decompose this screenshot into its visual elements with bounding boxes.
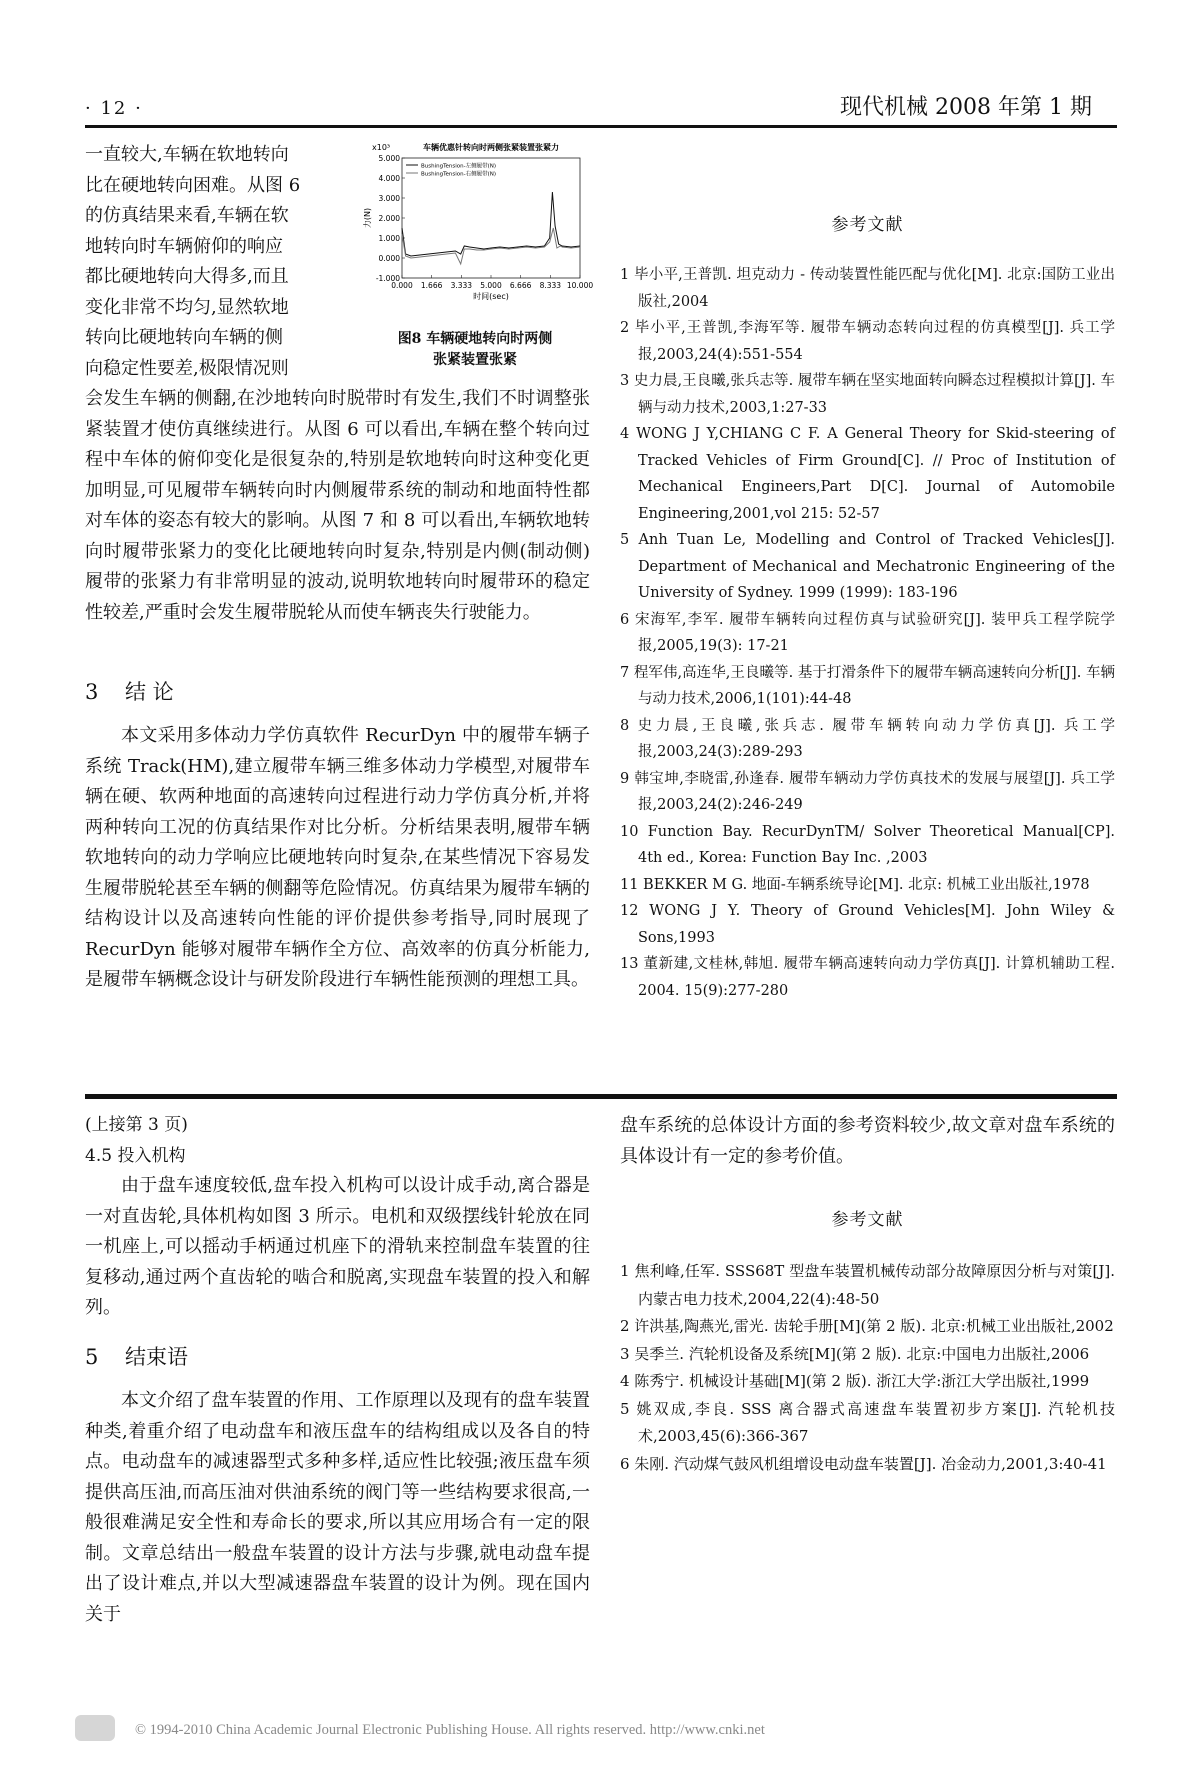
figure-caption-line: 张紧装置张紧	[433, 352, 517, 368]
header-rule	[85, 125, 1117, 128]
reference-item: 13 董新建,文桂林,韩旭. 履带车辆高速转向动力学仿真[J]. 计算机辅助工程. 2004. 15(9):277-280	[620, 956, 1115, 999]
x-tick-label: 5.000	[480, 281, 502, 290]
reference-item: 5 姚双成,李良. SSS 离合器式高速盘车装置初步方案[J]. 汽轮机技术,2003,45(6):366-367	[620, 1399, 1115, 1445]
x-tick-label: 10.000	[566, 281, 594, 290]
page-number: · 12 ·	[85, 98, 143, 119]
section-5-paragraph	[85, 1386, 590, 1630]
x-tick-label: 6.666	[509, 281, 532, 290]
reference-item: 9 韩宝坤,李晓雷,孙逢春. 履带车辆动力学仿真技术的发展与展望[J]. 兵工学报,2003,24(2):246-249	[620, 770, 1115, 813]
section-title: 结 论	[125, 680, 174, 704]
reference-item: 5 Anh Tuan Le, Modelling and Control of Tracked Vehicles[J]. Department of Mechanical and Mechatronic Engineering of the University of Sydney. 1999 (1999): 183-196	[620, 532, 1115, 601]
figure-caption	[360, 329, 590, 371]
chart-title: 车辆优惠针转向时两侧张紧装置张紧力	[423, 143, 559, 152]
legend-entry: BushingTension-右侧履带(N)	[421, 171, 497, 178]
legend-entry: BushingTension-左侧履带(N)	[421, 163, 497, 170]
x-tick-label: 1.666	[420, 281, 443, 290]
section-title: 结束语	[125, 1345, 188, 1369]
continued-note: (上接第 3 页)	[85, 1115, 188, 1135]
x-axis-label: 时间(sec)	[473, 292, 509, 301]
figure-8	[360, 140, 594, 370]
x-tick-label: 0.000	[391, 281, 413, 290]
references-list	[620, 262, 1115, 1004]
reference-item: 4 WONG J Y,CHIANG C F. A General Theory for Skid-steering of Tracked Vehicles of Firm Ground[C]. // Proc of Institution of Mechanical Engineers,Part D[C]. Journal of Automobile Engineering,2001,vol 215: 52-57	[620, 426, 1115, 522]
subsection-heading: 4.5 投入机构	[85, 1145, 186, 1166]
references-list	[620, 1258, 1115, 1478]
reference-item: 6 朱刚. 汽动煤气鼓风机组增设电动盘车装置[J]. 冶金动力,2001,3:40-41	[620, 1454, 1107, 1473]
y-tick-label: 2.000	[378, 214, 400, 223]
section-number: 3	[85, 680, 99, 704]
wrap-line: 变化非常不均匀,显然软地	[85, 296, 289, 318]
reference-item: 1 毕小平,王普凯. 坦克动力 - 传动装置性能匹配与优化[M]. 北京:国防工业出版社,2004	[620, 267, 1115, 310]
article-separator	[85, 1094, 1117, 1099]
reference-item: 4 陈秀宁. 机械设计基础[M](第 2 版). 浙江大学:浙江大学出版社,1999	[620, 1372, 1090, 1390]
wrap-line: 地转向时车辆俯仰的响应	[85, 235, 283, 257]
chart-scale-label: x10³	[372, 143, 391, 152]
body-text: 会发生车辆的侧翻,在沙地转向时脱带时有发生,我们不时调整张紧装置才使仿真继续进行。从图 6 可以看出,车辆在整个转向过程中车体的俯仰变化是很复杂的,特别是软地转向时这种变化更加明显,可见履带车辆转向时内侧履带系统的制动和地面特性都对车体的姿态有较大的影响。从图 7 和 8 可以看出,车辆软地转向时履带张紧力的变化比硬地转向时复杂,特别是内侧(制动侧)履带的张紧力有非常明显的波动,说明软地转向时履带环的稳定性较差,严重时会发生履带脱轮从而使车辆丧失行驶能力。	[85, 388, 590, 623]
figure-caption-line: 图8 车辆硬地转向时两侧	[397, 331, 553, 347]
x-tick-label: 3.333	[450, 281, 473, 290]
y-tick-label: 1.000	[378, 234, 400, 243]
section-3-paragraph	[85, 721, 590, 996]
references-title: 参考文献	[831, 1210, 904, 1230]
wrap-line: 都比硬地转向大得多,而且	[85, 266, 289, 287]
body-text: 盘车系统的总体设计方面的参考资料较少,故文章对盘车系统的具体设计有一定的参考价值。	[620, 1115, 1115, 1167]
y-tick-label: 0.000	[378, 254, 400, 263]
body-text: 本文采用多体动力学仿真软件 RecurDyn 中的履带车辆子系统 Track(HM),建立履带车辆三维多体动力学模型,对履带车辆在硬、软两种地面的高速转向过程进行动力学仿真分析,并将两种转向工况的仿真结果作对比分析。分析结果表明,履带车辆软地转向的动力学响应比硬地转向时复杂,在某些情况下容易发生履带脱轮甚至车辆的侧翻等危险情况。仿真结果为履带车辆的结构设计以及高速转向性能的评价提供参考指导,同时展现了 RecurDyn 能够对履带车辆作全方位、高效率的仿真分析能力,是履带车辆概念设计与研发阶段进行车辆性能预测的理想工具。	[85, 725, 590, 990]
section-3-heading	[85, 676, 174, 706]
subsection-paragraph	[85, 1171, 590, 1324]
y-tick-label: -1.000	[375, 274, 400, 283]
y-tick-label: 5.000	[378, 154, 400, 163]
reference-item: 8 史力晨,王良曦,张兵志. 履带车辆转向动力学仿真[J]. 兵工学报,2003,24(3):289-293	[620, 717, 1115, 760]
body-text: 由于盘车速度较低,盘车投入机构可以设计成手动,离合器是一对直齿轮,具体机构如图 3 所示。电机和双级摆线针轮放在同一机座上,可以摇动手柄通过机座下的滑轨来控制盘车装置的往复移动,通过两个直齿轮的啮合和脱离,实现盘车装置的投入和解列。	[85, 1175, 590, 1318]
wrap-line: 的仿真结果来看,车辆在软	[85, 205, 289, 226]
y-tick-label: 4.000	[378, 174, 400, 183]
wrap-text-block	[85, 140, 355, 384]
right-continuation	[620, 1111, 1115, 1172]
reference-item: 2 许洪基,陶燕光,雷光. 齿轮手册[M](第 2 版). 北京:机械工业出版社,2002	[620, 1317, 1114, 1335]
journal-issue: 现代机械 2008 年第 1 期	[840, 95, 1092, 120]
reference-item: 7 程军伟,高连华,王良曦等. 基于打滑条件下的履带车辆高速转向分析[J]. 车辆与动力技术,2006,1(101):44-48	[620, 664, 1115, 707]
reference-item: 3 吴季兰. 汽轮机设备及系统[M](第 2 版). 北京:中国电力出版社,2006	[620, 1344, 1090, 1363]
wrap-line: 比在硬地转向困难。从图 6	[85, 174, 301, 196]
publisher-logo-icon	[75, 1715, 115, 1741]
reference-item: 10 Function Bay. RecurDynTM/ Solver Theoretical Manual[CP]. 4th ed., Korea: Function Bay Inc. ,2003	[620, 823, 1115, 866]
section-number: 5	[85, 1345, 99, 1369]
continued-note-block	[85, 1110, 590, 1171]
body-text: 本文介绍了盘车装置的作用、工作原理以及现有的盘车装置种类,着重介绍了电动盘车和液压盘车的结构组成以及各自的特点。电动盘车的减速器型式多种多样,适应性比较强;液压盘车须提供高压油,而高压油对供油系统的阀门等一些结构要求很高,一般很难满足安全性和寿命长的要求,所以其应用场合有一定的限制。文章总结出一般盘车装置的设计方法与步骤,就电动盘车提出了设计难点,并以大型减速器盘车装置的设计为例。现在国内关于	[85, 1390, 590, 1625]
copyright-footer: © 1994-2010 China Academic Journal Electronic Publishing House. All rights reserved. http://www.cnki.net	[135, 1722, 765, 1738]
references-title: 参考文献	[831, 215, 904, 235]
x-tick-label: 8.333	[539, 281, 562, 290]
wrap-line: 向稳定性要差,极限情况则	[85, 357, 289, 379]
wrap-line: 转向比硬地转向车辆的侧	[85, 327, 283, 348]
section-5-heading	[85, 1341, 188, 1371]
reference-item: 6 宋海军,李军. 履带车辆转向过程仿真与试验研究[J]. 装甲兵工程学院学报,2005,19(3): 17-21	[620, 611, 1115, 654]
continuation-paragraph	[85, 384, 590, 628]
reference-item: 1 焦利峰,任军. SSS68T 型盘车装置机械传动部分故障原因分析与对策[J]. 内蒙古电力技术,2004,22(4):48-50	[620, 1262, 1115, 1308]
figure-8-chart	[360, 140, 594, 325]
y-tick-label: 3.000	[378, 194, 400, 203]
reference-item: 12 WONG J Y. Theory of Ground Vehicles[M]. John Wiley & Sons,1993	[620, 903, 1115, 946]
wrap-line: 一直较大,车辆在软地转向	[85, 144, 289, 165]
reference-item: 3 史力晨,王良曦,张兵志等. 履带车辆在坚实地面转向瞬态过程模拟计算[J]. 车辆与动力技术,2003,1:27-33	[620, 373, 1115, 416]
y-axis-label: 力(N)	[363, 207, 372, 229]
reference-item: 11 BEKKER M G. 地面-车辆系统导论[M]. 北京: 机械工业出版社,1978	[620, 876, 1090, 893]
reference-item: 2 毕小平,王普凯,李海军等. 履带车辆动态转向过程的仿真模型[J]. 兵工学报,2003,24(4):551-554	[620, 320, 1115, 363]
